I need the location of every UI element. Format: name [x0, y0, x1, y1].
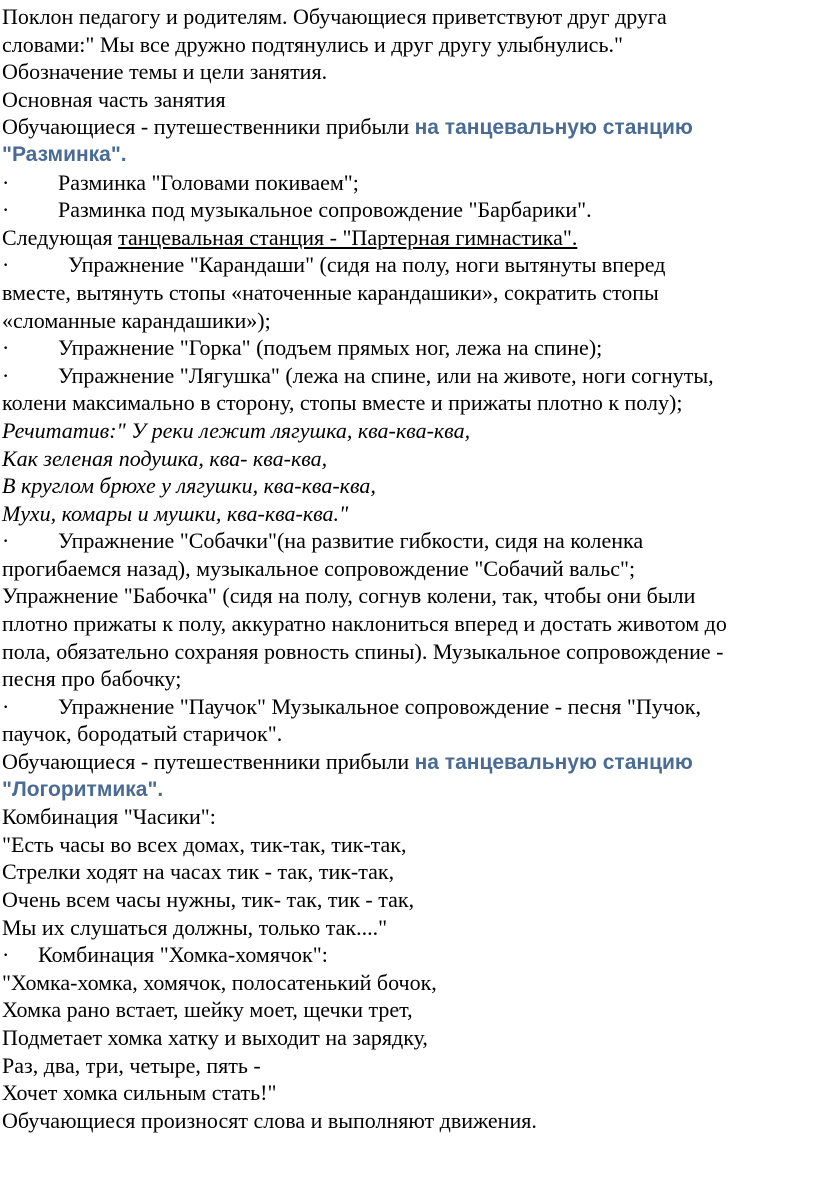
bullet-icon: ·: [2, 252, 10, 278]
list-item-text: Разминка под музыкальное сопровождение "Барбарики".: [58, 197, 592, 223]
verse-line: "Есть часы во всех домах, тик-так, тик-так,: [2, 831, 407, 857]
verse-line: Хомка рано встает, шейку моет, щечки трет,: [2, 997, 413, 1023]
recitative-line: Мухи, комары и мушки, ква-ква-ква.": [2, 500, 349, 526]
bullet-icon: ·: [2, 197, 10, 223]
paragraph-line: песня про бабочку;: [2, 666, 182, 692]
verse-line: Очень всем часы нужны, тик- так, тик - так,: [2, 887, 415, 912]
list-item: [2, 693, 816, 721]
bullet-icon: ·: [2, 335, 10, 361]
bullet-icon: ·: [2, 942, 10, 968]
list-item: [2, 941, 816, 969]
verse-line: Мы их слушаться должны, только так....": [2, 914, 388, 940]
station-highlight: на танцевальную станцию: [414, 751, 693, 775]
list-item-continuation: прогибаемся назад), музыкальное сопровождение "Собачий вальс";: [2, 555, 636, 581]
list-item-continuation: вместе, вытянуть стопы «наточенные карандашики», сократить стопы: [2, 279, 659, 305]
list-item-text: Упражнение "Собачки"(на развитие гибкости, сидя на коленка: [58, 528, 644, 554]
bullet-icon: ·: [2, 693, 10, 719]
recitative-line: В круглом брюхе у лягушки, ква-ква-ква,: [2, 473, 376, 499]
paragraph-line: Комбинация "Часики":: [2, 804, 216, 830]
recitative-line: Речитатив:" У реки лежит лягушка, ква-ква-ква,: [2, 417, 471, 443]
station-highlight: "Разминка".: [2, 142, 127, 166]
list-item-text: Упражнение "Паучок" Музыкальное сопровождение - песня "Пучок,: [58, 693, 701, 719]
paragraph-line: Упражнение "Бабочка" (сидя на полу, согнув колени, так, чтобы они были: [2, 583, 696, 609]
list-item: [2, 527, 816, 555]
list-item-text: Комбинация "Хомка-хомячок":: [38, 942, 328, 968]
list-item: [2, 362, 816, 390]
bullet-icon: ·: [2, 362, 10, 388]
paragraph-text: Обучающиеся - путешественники прибыли: [2, 114, 415, 140]
bullet-icon: ·: [2, 528, 10, 554]
verse-line: Стрелки ходят на часах тик - так, тик-так,: [2, 859, 395, 885]
verse-line: Хочет хомка сильным стать!": [2, 1080, 277, 1106]
verse-line: "Хомка-хомка, хомячок, полосатенький бочок,: [2, 969, 437, 995]
paragraph-line: [2, 113, 816, 141]
paragraph-line: [2, 224, 816, 252]
verse-line: Раз, два, три, четыре, пять -: [2, 1052, 261, 1078]
paragraph-line: Обучающиеся произносят слова и выполняют движения.: [2, 1107, 537, 1133]
paragraph-text: Обучающиеся - путешественники прибыли: [2, 749, 415, 775]
station-highlight: "Логоритмика".: [2, 777, 164, 801]
list-item-continuation: «сломанные карандашики»);: [2, 307, 271, 333]
paragraph-line: Обозначение темы и цели занятия.: [2, 59, 328, 85]
verse-line: Подметает хомка хатку и выходит на зарядку,: [2, 1024, 428, 1050]
list-item-text: Упражнение "Горка" (подъем прямых ног, лежа на спине);: [58, 335, 603, 361]
paragraph-line: Поклон педагогу и родителям. Обучающиеся приветствуют друг друга: [2, 4, 667, 29]
station-underlined: танцевальная станция - "Партерная гимнастика".: [118, 224, 578, 250]
paragraph-line: словами:" Мы все дружно подтянулись и друг другу улыбнулись.": [2, 31, 623, 57]
bullet-icon: ·: [2, 169, 10, 195]
list-item-continuation: паучок, бородатый старичок".: [2, 721, 283, 747]
list-item: [2, 334, 816, 362]
station-highlight: на танцевальную станцию: [414, 116, 693, 140]
section-heading: Основная часть занятия: [2, 86, 226, 112]
list-item-continuation: колени максимально в сторону, стопы вместе и прижаты плотно к полу);: [2, 390, 683, 416]
list-item: [2, 169, 816, 197]
list-item: [2, 196, 816, 224]
list-item-text: Упражнение "Лягушка" (лежа на спине, или на животе, ноги согнуты,: [58, 362, 714, 388]
list-item-text: Упражнение "Карандаши" (сидя на полу, ноги вытянуты вперед: [68, 252, 666, 278]
list-item-text: Разминка "Головами покиваем";: [58, 169, 359, 195]
paragraph-line: [2, 748, 816, 776]
paragraph-line: плотно прижаты к полу, аккуратно наклониться вперед и достать животом до: [2, 611, 727, 637]
list-item: [2, 251, 816, 279]
paragraph-line: пола, обязательно сохраняя ровность спины). Музыкальное сопровождение -: [2, 638, 724, 664]
paragraph-text: Следующая: [2, 224, 119, 250]
recitative-line: Как зеленая подушка, ква- ква-ква,: [2, 445, 328, 471]
